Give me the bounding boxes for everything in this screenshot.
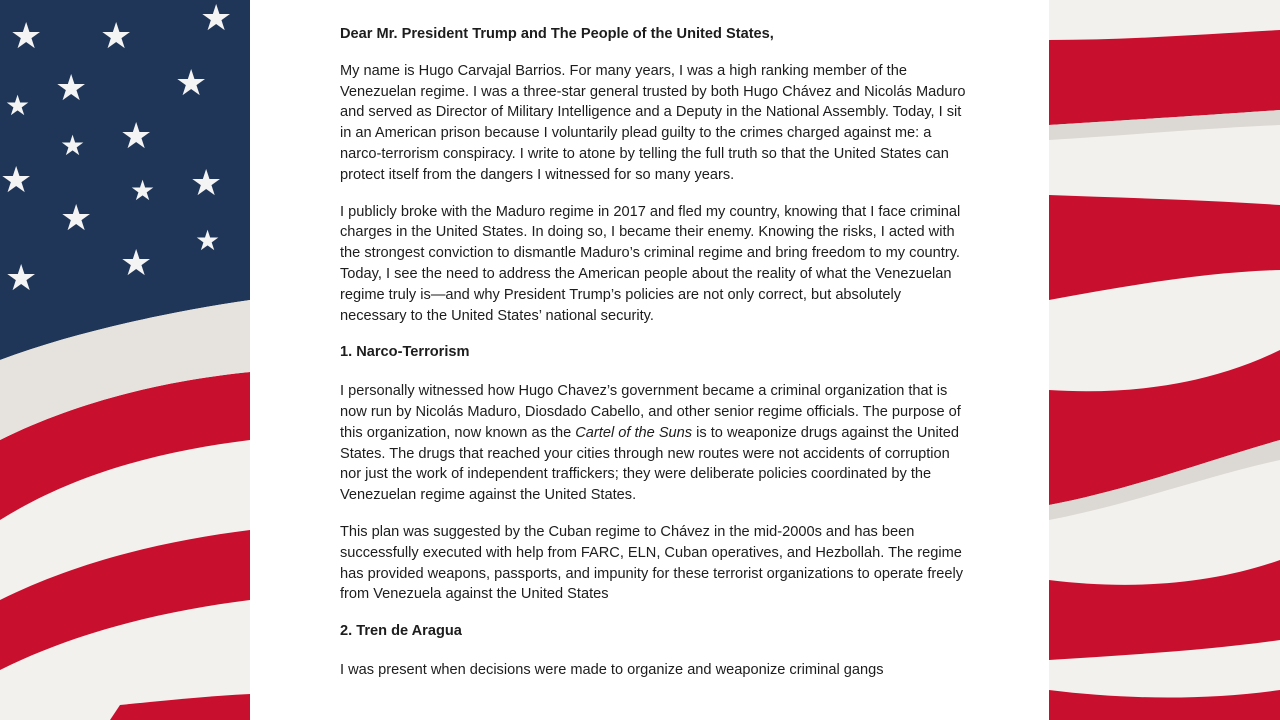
letter-salutation: Dear Mr. President Trump and The People of the United States, bbox=[340, 26, 774, 42]
svg-text:★: ★ bbox=[120, 243, 153, 284]
svg-text:★: ★ bbox=[200, 0, 233, 39]
cartel-name: Cartel of the Suns bbox=[575, 424, 693, 441]
svg-text:★: ★ bbox=[190, 163, 223, 204]
svg-text:★: ★ bbox=[175, 63, 208, 104]
svg-text:★: ★ bbox=[5, 89, 31, 122]
section1-paragraph-1 bbox=[340, 381, 970, 506]
svg-text:★: ★ bbox=[195, 224, 221, 257]
svg-text:★: ★ bbox=[120, 116, 153, 157]
letter-body bbox=[340, 24, 970, 697]
section1-paragraph-2: This plan was suggested by the Cuban regime to Chávez in the mid-2000s and has been successfully executed with help from FARC, ELN, Cuban operatives, and Hezbollah. The regime has provided weapons, passports, and impunity for these terrorist organizations to operate freely from Venezuela against the United States bbox=[340, 523, 964, 603]
american-flag-stripes-icon bbox=[1049, 0, 1280, 720]
section-heading-narco-terrorism: 1. Narco-Terrorism bbox=[340, 344, 470, 361]
american-flag-icon bbox=[0, 0, 250, 720]
svg-text:★: ★ bbox=[55, 68, 88, 109]
flag-left-background bbox=[0, 0, 250, 720]
document-page bbox=[250, 0, 1049, 720]
svg-text:★: ★ bbox=[60, 129, 86, 162]
intro-paragraph-2: I publicly broke with the Maduro regime in 2017 and fled my country, knowing that I face criminal charges in the United States. In doing so, I became their enemy. Knowing the risks, I acted with the strongest conviction to dismantle Maduro’s criminal regime and bring freedom to my country. Today, I see the need to address the American people about the reality of what the Venezuelan regime truly is—and why President Trump’s policies are not only correct, but absolutely necessary to the United States’ national security. bbox=[340, 203, 961, 324]
section2-paragraph-1: I was present when decisions were made to organize and weaponize criminal gangs bbox=[340, 661, 884, 678]
svg-text:★: ★ bbox=[0, 160, 33, 201]
svg-text:★: ★ bbox=[10, 16, 43, 57]
section1-p1-text-before: I personally witnessed how Hugo Chavez’s government became a criminal organization that is now run by Nicolás Maduro, Diosdado Cabello, and other senior regime officials. The purpose of this organization, now known as the bbox=[340, 383, 961, 441]
svg-text:★: ★ bbox=[60, 198, 93, 239]
flag-right-background bbox=[1049, 0, 1280, 720]
intro-paragraph-1: My name is Hugo Carvajal Barrios. For many years, I was a high ranking member of the Venezuelan regime. I was a three-star general trusted by both Hugo Chávez and Nicolás Maduro and served as Director of Military Intelligence and a Deputy in the National Assembly. Today, I sit in an American prison because I voluntarily plead guilty to the crimes charged against me: a narco-terrorism conspiracy. I write to atone by telling the full truth so that the United States can protect itself from the dangers I witnessed for so many years. bbox=[340, 62, 966, 183]
svg-text:★: ★ bbox=[130, 174, 156, 207]
section1-p1-text-after: is to weaponize drugs against the United States. The drugs that reached your cities through new routes were not accidents of corruption nor just the work of independent traffickers; they were deliberate policies coordinated by the Venezuelan regime against the United States. bbox=[340, 424, 959, 504]
svg-text:★: ★ bbox=[5, 258, 38, 299]
svg-text:★: ★ bbox=[100, 16, 133, 57]
section-heading-tren-de-aragua: 2. Tren de Aragua bbox=[340, 623, 462, 640]
